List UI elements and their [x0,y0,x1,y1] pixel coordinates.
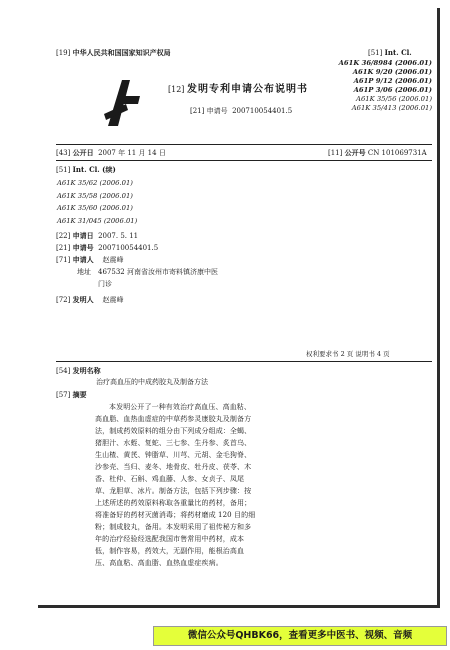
filing-date-line [56,231,138,241]
int-cl-cont-item: A61K 31/045 (2006.01) [57,216,138,225]
int-cl-cont-item: A61K 35/60 (2006.01) [57,204,133,212]
int-cl-item: A61P 3/06 (2006.01) [353,86,432,94]
wechat-banner[interactable] [153,626,447,646]
address [98,268,248,289]
applicant: 赵震峰 [102,256,124,264]
abstract-body [95,401,427,569]
app-no-code: [21] [56,244,71,252]
filing-date: 2007. 5. 11 [98,232,139,240]
pub-no-label: 公开号 [344,148,366,157]
title-label: 发明名称 [72,366,101,375]
app-no-line [56,243,158,253]
address-line: 467532 河南省汝州市寄料镇济康中医 [98,268,218,276]
divider [56,160,432,161]
int-cl-item: A61K 35/413 (2006.01) [351,104,432,112]
pub-date-line [56,148,166,158]
abstract-line: 压、高血粘、高血脂、血热血虚症疾病。 [95,559,223,567]
header-app-no-label: 申请号 [206,107,228,115]
applicant-label: 申请人 [72,255,94,264]
pub-no: CN 101069731A [367,149,427,157]
address-label: 地址 [77,268,91,276]
office-line [56,48,171,58]
int-cl-cont-item: A61K 35/58 (2006.01) [57,191,133,200]
header-app-no: 200710054401.5 [232,107,293,115]
abstract-line: 上述所述的药效原料称取各重量比的药材，备用； [95,499,252,507]
abstract-code: [57] [56,391,71,399]
abstract-label: 摘要 [72,390,87,399]
pub-no-line [328,148,427,158]
inventor-label: 发明人 [72,295,94,304]
int-cl-code: [51] [368,49,383,57]
pages-info: 权利要求书 2 页 说明书 4 页 [306,350,390,358]
doc-type-title: 发明专利申请公布说明书 [186,84,308,95]
int-cl-item: A61K 9/20 (2006.01) [352,68,432,76]
address-line: 门诊 [98,280,112,288]
int-cl-cont-label: Int. Cl. (续) [72,165,116,174]
header-app-no-line [190,107,292,116]
abstract-line: 法，制成药效原料的组分由下列成分组成：全蝎、 [95,427,252,435]
inventor: 赵震峰 [102,296,124,304]
invention-title: 治疗高血压的中成药胶丸及制备方法 [96,378,208,386]
divider [56,361,432,362]
abstract-line: 沙参壳、当归、麦冬、地骨皮、牡丹皮、茯苓、木 [95,463,252,471]
int-cl-item: A61P 9/12 (2006.01) [353,77,432,85]
abstract-line: 猪胆汁、水蛭、复蛇、三七参、生丹参、炙首乌、 [95,439,252,447]
int-cl-list [336,59,432,113]
header-app-no-code: [21] [190,107,205,115]
office-code: [19] [56,49,71,57]
inventor-line [56,295,124,305]
int-cl-cont-list [57,177,137,227]
banner-text: 微信公众号QHBK66，查看更多中医书、视频、音频 [154,627,446,645]
abstract-line: 香、杜仲、石斛、鸡血藤、人参、女贞子、凤尾 [95,475,245,483]
abstract-line: 低，制作容易，药效大，无副作用，能根治高血 [95,547,245,555]
pub-date-code: [43] [56,149,71,157]
abstract-line: 高血脂、血热血虚症的中草药参灵康胶丸及制备方 [95,415,252,423]
pub-date: 2007 年 11 月 14 日 [98,149,166,157]
int-cl-cont-heading [56,165,116,175]
abstract-line: 将准备好的药材灭菌消毒；将药材磨成 120 目的细 [95,511,256,519]
pub-no-code: [11] [328,149,343,157]
int-cl-heading [368,48,412,58]
patent-page [38,8,440,608]
app-no: 200710054401.5 [98,244,159,252]
filing-date-label: 申请日 [72,231,94,240]
abstract-line: 本发明公开了一种有效治疗高血压、高血粘、 [109,403,251,411]
abstract-line: 生山楂、黄芪、钟脂草、川芎、元胡、金毛狗脊、 [95,451,252,459]
title-heading [56,366,101,376]
applicant-code: [71] [56,256,71,264]
int-cl-cont-item: A61K 35/62 (2006.01) [57,179,133,187]
applicant-line [56,255,124,265]
abstract-line: 年的治疗经验经选配我国市售常用中药材，成本 [95,535,245,543]
int-cl-label: Int. Cl. [384,48,412,57]
office-name: 中华人民共和国国家知识产权局 [72,48,171,57]
doc-type-code: [12] [168,85,185,94]
abstract-line: 草、龙胆草、冰片。制备方法，包括下列步骤：按 [95,487,252,495]
app-no-label: 申请号 [72,243,94,252]
abstract-line: 粉；制成胶丸，备用。本发明采用了祖传秘方和多 [95,523,252,531]
int-cl-item: A61K 35/56 (2006.01) [356,95,432,103]
sipo-logo-icon [100,74,144,132]
inventor-code: [72] [56,296,71,304]
divider [56,144,432,145]
title-code: [54] [56,367,71,375]
pub-date-label: 公开日 [72,148,94,157]
abstract-heading [56,390,87,400]
int-cl-cont-code: [51] [56,166,71,174]
doc-type-line [168,80,308,95]
filing-date-code: [22] [56,232,71,240]
int-cl-item: A61K 36/8984 (2006.01) [338,59,432,67]
